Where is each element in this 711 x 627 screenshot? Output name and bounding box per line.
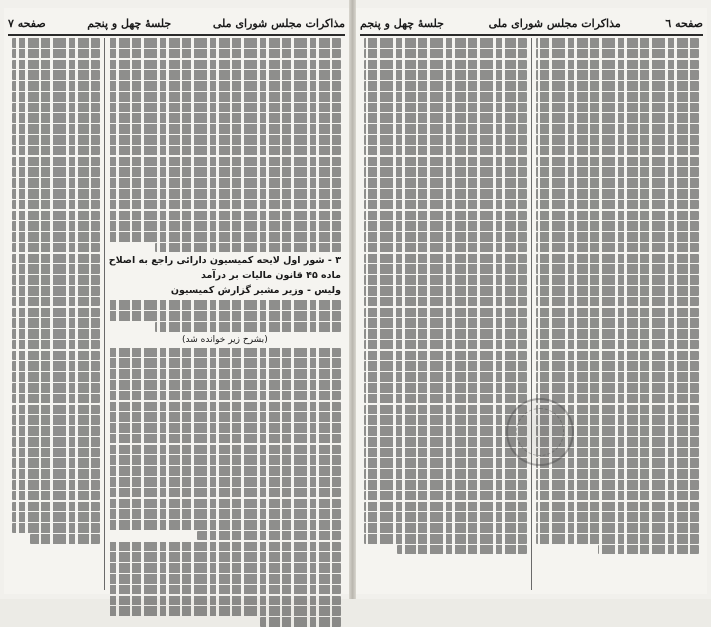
left-page-number: صفحه ٧ <box>8 16 46 30</box>
rapporteur-line: ولیس - وزیر مشیر گزارش کمیسیون <box>170 285 341 297</box>
right-page <box>356 8 707 594</box>
left-page-column-left <box>8 38 105 590</box>
page-gutter <box>349 0 356 599</box>
article-three-heading: ۳ - شور اول لایحه کمیسیون دارائی راجع به اصلاح <box>108 255 341 267</box>
right-page-column-left <box>360 38 532 590</box>
right-page-number: صفحه ٦ <box>665 16 703 30</box>
ink-stamp <box>506 398 574 466</box>
read-note: (بشرح زیر خوانده شد) <box>182 334 268 345</box>
right-page-session: جلسهٔ چهل و پنجم <box>360 16 444 30</box>
left-page <box>4 8 349 594</box>
left-page-title: مذاکرات مجلس شورای ملی <box>212 16 345 30</box>
left-page-column-right <box>105 38 345 590</box>
left-page-header <box>8 12 345 36</box>
article-three-subheading: ماده ۴۵ قانون مالیات بر درآمد <box>201 270 341 282</box>
left-page-columns <box>8 38 345 590</box>
right-page-column-right <box>532 38 703 590</box>
left-page-session: جلسهٔ چهل و پنجم <box>87 16 172 30</box>
right-page-title: مذاکرات مجلس شورای ملی <box>488 16 621 30</box>
right-page-header <box>360 12 703 36</box>
right-page-columns <box>360 38 703 590</box>
